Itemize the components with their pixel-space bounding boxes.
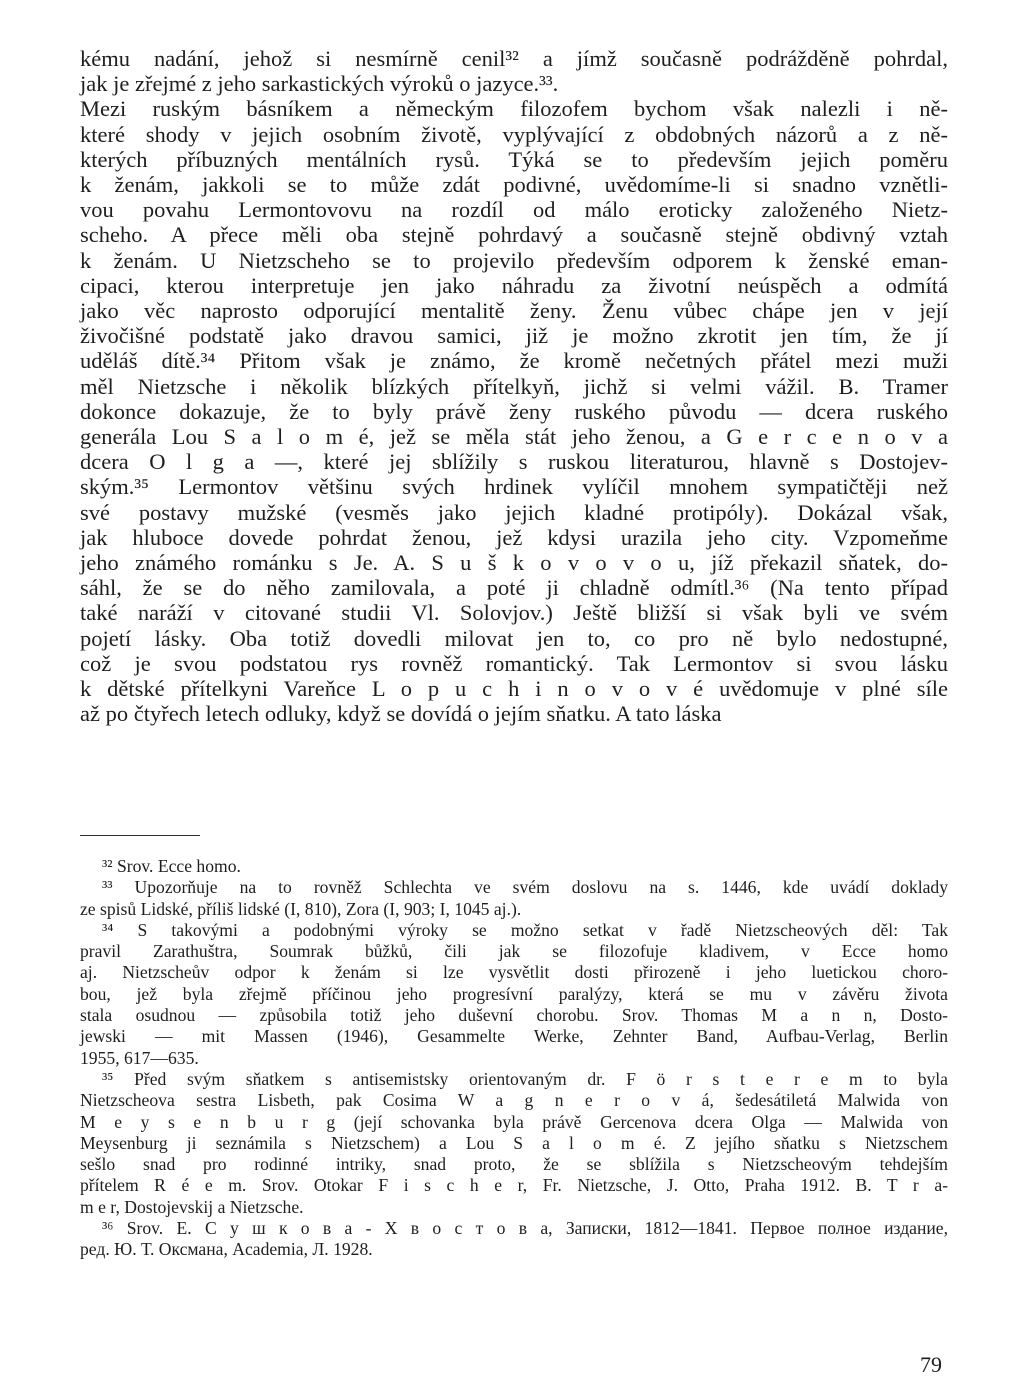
body-line: k ženám, jakkoli se to může zdát podivné, uvědomíme-li si snadno vznětli- [80, 172, 948, 198]
footnote-line: bou, jež byla zřejmě příčinou jeho progresívní paralýzy, která se mu v závěru života [80, 983, 948, 1004]
body-line: pojetí lásky. Oba totiž dovedli milovat jen to, co pro ně bylo nedostupné, [80, 625, 948, 651]
footnotes [80, 856, 948, 1261]
body-line: měl Nietzsche i několik blízkých přítelkyň, jichž si velmi vážil. B. Tramer [80, 373, 948, 399]
body-line: k dětské přítelkyni Vareňce L o p u c h i n o v o v é uvědomuje v plné síle [80, 676, 948, 702]
footnote-line: Meysenburg ji seznámila s Nietzschem) a Lou S a l o m é. Z jejího sňatku s Nietzschem [80, 1132, 948, 1153]
footnote-line: ³⁶ Srov. Е. С у ш к о в а - Х в о с т о в а, Записки, 1812—1841. Первое полное издание, [102, 1218, 948, 1239]
footnote-line: Nietzscheova sestra Lisbeth, pak Cosima W a g n e r o v á, šedesátiletá Malwida von [80, 1090, 948, 1111]
body-line: uděláš dítě.³⁴ Přitom však je známo, že kromě nečetných přátel mezi muži [80, 348, 948, 374]
footnote-line: 1955, 617—635. [80, 1047, 199, 1068]
body-line: což je svou podstatou rys rovněž romantický. Tak Lermontov si svou lásku [80, 650, 948, 676]
footnote-line: sešlo snad pro rodinné intriky, snad proto, že se sblížila s Nietzscheovým tehdejším [80, 1154, 948, 1175]
footnote-separator [80, 835, 200, 836]
body-line: až po čtyřech letech odluky, když se dovídá o jejím sňatku. A tato láska [80, 701, 722, 727]
footnote-line: ³³ Upozorňuje na to rovněž Schlechta ve svém doslovu na s. 1446, kde uvádí doklady [102, 877, 948, 898]
body-line: dokonce dokazuje, že to byly právě ženy ruského původu — dcera ruského [80, 398, 948, 424]
body-line: také naráží v citované studii Vl. Solovjov.) Ještě bližší si však byli ve svém [80, 600, 948, 626]
body-line: scheho. A přece měli oba stejně pohrdavý a současně stejně obdivný vztah [80, 222, 948, 248]
footnote-line: ³⁴ S takovými a podobnými výroky se možno setkat v řadě Nietzscheových děl: Tak [102, 919, 948, 940]
body-line: cipaci, kterou interpretuje jen jako náhradu za životní neúspěch a odmítá [80, 272, 948, 298]
footnote-line: jewski — mit Massen (1946), Gesammelte Werke, Zehnter Band, Aufbau-Verlag, Berlin [80, 1026, 948, 1047]
body-line: své postavy mužské (vesměs jako jejich kladné protipóly). Dokázal však, [80, 499, 948, 525]
body-line: ským.³⁵ Lermontov většinu svých hrdinek vylíčil mnohem sympatičtěji než [80, 474, 948, 500]
footnote-line: přítelem R é e m. Srov. Otokar F i s c h e r, Fr. Nietzsche, J. Otto, Praha 1912. B. T r a- [80, 1175, 948, 1196]
body-line: sáhl, že se do něho zamilovala, a poté ji chladně odmítl.³⁶ (Na tento případ [80, 575, 948, 601]
footnote-line: ред. Ю. Т. Оксмана, Academia, Л. 1928. [80, 1239, 373, 1260]
body-line: živočišné podstatě jako dravou samici, již je možno zkrotit jen tím, že jí [80, 323, 948, 349]
footnote-line: ³⁵ Před svým sňatkem s antisemistsky orientovaným dr. F ö r s t e r e m to byla [102, 1068, 948, 1089]
body-line: jako věc naprosto odporující mentalitě ženy. Ženu vůbec chápe jen v její [80, 298, 948, 324]
body-line: generála Lou S a l o m é, jež se měla stát jeho ženou, a G e r c e n o v a [80, 424, 948, 450]
footnote-line: ze spisů Lidské, příliš lidské (I, 810), Zora (I, 903; I, 1045 aj.). [80, 898, 522, 919]
footnote-line: pravil Zarathuštra, Soumrak bůžků, čili jak se filozofuje kladivem, v Ecce homo [80, 941, 948, 962]
body-line: dcera O l g a —, které jej sblížily s ruskou literaturou, hlavně s Dostojev- [80, 449, 948, 475]
footnote-line: aj. Nietzscheův odpor k ženám si lze vysvětlit dosti přirozeně i jeho luetickou choro- [80, 962, 948, 983]
footnote-line: m e r, Dostojevskij a Nietzsche. [80, 1196, 304, 1217]
body-line: kterých příbuzných mentálních rysů. Týká se to především jejich poměru [80, 146, 948, 172]
body-line: jak je zřejmé z jeho sarkastických výroků o jazyce.³³. [80, 71, 559, 97]
body-line: které shody v jejich osobním životě, vyplývající z obdobných názorů a z ně- [80, 121, 948, 147]
body-line: Mezi ruským básníkem a německým filozofem bychom však nalezli i ně- [80, 96, 948, 122]
footnote-line: M e y s e n b u r g (její schovanka byla právě Gercenova dcera Olga — Malwida von [80, 1111, 948, 1132]
page-number: 79 [920, 1352, 942, 1377]
body-line: vou povahu Lermontovovu na rozdíl od málo eroticky založeného Nietz- [80, 197, 948, 223]
footnote-line: stala osudnou — způsobila totiž jeho duševní chorobu. Srov. Thomas M a n n, Dosto- [80, 1005, 948, 1026]
body-text [80, 46, 948, 726]
body-line: jak hluboce dovede pohrdat ženou, jež kdysi urazila jeho city. Vzpomeňme [80, 524, 948, 550]
body-line: jeho známého románku s Je. A. S u š k o v o v o u, jíž překazil sňatek, do- [80, 550, 948, 576]
footnote-line: ³² Srov. Ecce homo. [102, 856, 241, 876]
body-line: k ženám. U Nietzscheho se to projevilo především odporem k ženské eman- [80, 247, 948, 273]
body-line: kému nadání, jehož si nesmírně cenil³² a jímž současně podrážděně pohrdal, [80, 46, 948, 71]
